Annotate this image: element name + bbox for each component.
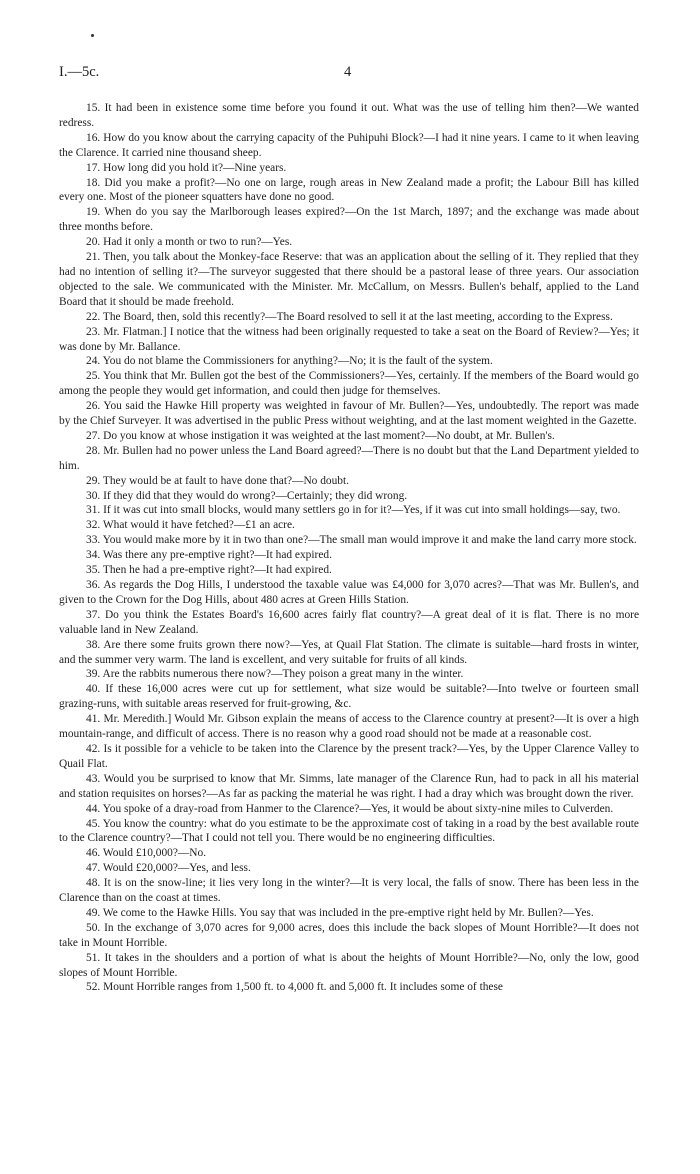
- paragraph-text: Mr. Flatman.] I notice that the witness had been originally requested to take a seat on the Board of Review?—Yes; it was done by Mr. Ballance.: [59, 325, 639, 353]
- qa-paragraph: [59, 101, 639, 131]
- paragraph-text: It had been in existence some time before you found it out. What was the use of telling him then?—We wanted redress.: [59, 102, 639, 129]
- paragraph-text: Do you know at whose instigation it was weighted at the last moment?—No doubt, at Mr. Bullen's.: [103, 429, 555, 442]
- qa-paragraph: [59, 325, 639, 355]
- paragraph-number: 46.: [86, 847, 101, 860]
- paragraph-number: 23.: [86, 325, 101, 338]
- paragraph-number: 28.: [86, 444, 101, 457]
- qa-paragraph: [59, 474, 639, 489]
- paragraph-number: 17.: [86, 161, 101, 174]
- paragraph-number: 36.: [86, 579, 101, 591]
- qa-paragraph: [59, 578, 639, 608]
- paragraph-number: 26.: [86, 400, 101, 413]
- qa-paragraph: [59, 951, 639, 981]
- qa-paragraph: [59, 861, 639, 876]
- qa-paragraph: [59, 503, 639, 518]
- paragraph-number: 32.: [86, 519, 101, 532]
- paragraph-text: Would £20,000?—Yes, and less.: [102, 862, 251, 875]
- paragraph-number: 30.: [86, 489, 101, 502]
- qa-paragraph: [59, 876, 639, 906]
- paragraph-text: How do you know about the carrying capacity of the Puhipuhi Block?—I had it nine years. I came to it when leaving the Clarence. It carried nine thousand sheep.: [59, 131, 639, 159]
- qa-paragraph: [59, 772, 639, 802]
- paragraph-number: 18.: [86, 176, 101, 189]
- paragraph-text: What would it have fetched?—£1 an acre.: [102, 519, 295, 532]
- page-number: 4: [344, 64, 352, 80]
- qa-paragraph: [59, 817, 639, 847]
- qa-paragraph: [59, 742, 639, 772]
- paragraph-text: We come to the Hawke Hills. You say that was included in the pre-emptive right held by Mr. Bullen?—Yes.: [102, 906, 594, 919]
- paragraph-text: When do you say the Marlborough leases expired?—On the 1st March, 1897; and the exchange was made about three months before.: [59, 206, 639, 234]
- paragraph-number: 34.: [86, 549, 101, 562]
- qa-paragraph: [59, 131, 639, 161]
- paragraph-number: 35.: [86, 564, 101, 577]
- paragraph-text: If they did that they would do wrong?—Certainly; they did wrong.: [103, 489, 408, 502]
- qa-paragraph: [59, 533, 639, 548]
- qa-paragraph: [59, 205, 639, 235]
- paragraph-text: Had it only a month or two to run?—Yes.: [103, 236, 293, 249]
- paragraph-text: You spoke of a dray-road from Hanmer to the Clarence?—Yes, it would be about sixty-nine miles to Culverden.: [102, 802, 614, 815]
- paragraph-number: 44.: [86, 802, 101, 815]
- paragraph-number: 48.: [86, 877, 101, 890]
- paragraph-text: Was there any pre-emptive right?—It had expired.: [102, 549, 332, 562]
- paragraph-text: You know the country: what do you estimate to be the approximate cost of taking in a road by the best available route to the Clarence country?—That I could not tell you. There would be no engineering difficulties.: [59, 817, 639, 845]
- qa-paragraph: [59, 310, 639, 325]
- qa-paragraph: [59, 250, 639, 310]
- qa-paragraph: [59, 489, 639, 504]
- paragraph-text: It takes in the shoulders and a portion of what is about the heights of Mount Horrible?—No, only the low, good slopes of Mount Horrible.: [59, 951, 639, 979]
- paragraph-text: If these 16,000 acres were cut up for settlement, what size would be suitable?—Into twelve or fourteen small grazing-runs, with suitable areas reserved for fruit-growing, &c.: [59, 683, 639, 711]
- paragraph-text: Then he had a pre-emptive right?—It had expired.: [102, 564, 332, 577]
- paragraph-text: As regards the Dog Hills, I understood the taxable value was £4,000 for 3,070 acres?—That was Mr. Bullen's, and given to the Crown for the Dog Hills, about 480 acres at Green Hills Station.: [59, 579, 639, 606]
- qa-paragraph: [59, 712, 639, 742]
- paragraph-text: You would make more by it in two than one?—The small man would improve it and make the land carry more stock.: [102, 534, 637, 547]
- paragraph-number: 50.: [86, 921, 101, 934]
- paragraph-number: 49.: [86, 906, 101, 919]
- paragraph-number: 52.: [86, 981, 101, 994]
- paragraph-text: Did you make a profit?—No one on large, rough areas in New Zealand made a profit; the Labour Bill has killed every one. Most of the pioneer squatters have done no good.: [59, 176, 639, 204]
- qa-paragraph: [59, 399, 639, 429]
- qa-paragraph: [59, 667, 639, 682]
- qa-paragraph: [59, 548, 639, 563]
- paragraph-number: 45.: [86, 817, 101, 830]
- paragraph-text: You think that Mr. Bullen got the best of the Commissioners?—Yes, certainly. If the members of the Board would go among the people they would get information, and could then judge for themselves.: [59, 370, 639, 398]
- qa-paragraph: [59, 608, 639, 638]
- qa-paragraph: [59, 682, 639, 712]
- paragraph-text: Do you think the Estates Board's 16,600 acres fairly flat country?—A great deal of it is flat. There is no more valuable land in New Zealand.: [59, 608, 639, 636]
- qa-paragraph: [59, 235, 639, 250]
- qa-paragraph: [59, 429, 639, 444]
- paragraph-number: 25.: [86, 370, 101, 383]
- qa-paragraph: [59, 161, 639, 176]
- paragraph-text: How long did you hold it?—Nine years.: [103, 161, 287, 174]
- paragraph-number: 41.: [86, 713, 101, 726]
- paragraph-text: Mount Horrible ranges from 1,500 ft. to 4,000 ft. and 5,000 ft. It includes some of these: [103, 981, 503, 994]
- paragraph-text: You said the Hawke Hill property was weighted in favour of Mr. Bullen?—Yes, undoubtedly. The report was made by the Chief Surveyer. It was advertised in the public Press without weighting, and at the last moment weighted in the Gazette.: [59, 400, 639, 428]
- paragraph-number: 22.: [86, 310, 101, 323]
- paragraph-number: 42.: [86, 742, 101, 755]
- qa-paragraph: [59, 444, 639, 474]
- paragraph-number: 51.: [86, 951, 101, 964]
- paragraph-text: Would £10,000?—No.: [102, 847, 207, 860]
- paragraph-number: 47.: [86, 862, 101, 875]
- qa-paragraph: [59, 846, 639, 861]
- paragraph-number: 16.: [86, 131, 101, 144]
- paragraph-number: 29.: [86, 474, 101, 487]
- paragraph-number: 15.: [86, 102, 101, 114]
- paragraph-text: The Board, then, sold this recently?—The Board resolved to sell it at the last meeting, according to the Express.: [102, 310, 613, 323]
- paragraph-number: 21.: [86, 251, 101, 264]
- qa-paragraph: [59, 518, 639, 533]
- paragraph-number: 37.: [86, 608, 101, 621]
- paragraph-text: They would be at fault to have done that?—No doubt.: [102, 474, 350, 487]
- print-speck: [91, 34, 94, 37]
- qa-paragraph: [59, 354, 639, 369]
- paragraph-text: It is on the snow-line; it lies very long in the winter?—It is very local, the falls of snow. There has been less in the Clarence than on the coast at times.: [59, 877, 639, 905]
- qa-paragraph: [59, 921, 639, 951]
- paragraph-number: 24.: [86, 355, 101, 368]
- qa-paragraph: [59, 369, 639, 399]
- qa-paragraph: [59, 906, 639, 921]
- qa-paragraph: [59, 980, 639, 995]
- qa-paragraph: [59, 563, 639, 578]
- paragraph-text: Would you be surprised to know that Mr. Simms, late manager of the Clarence Run, had to pack in all his material and station requisites on horses?—As far as packing the material he was right. I had a dray which was brought down the river.: [59, 772, 639, 800]
- document-body: [59, 101, 639, 995]
- paragraph-text: Then, you talk about the Monkey-face Reserve: that was an application about the selling of it. They replied that they had no intention of selling it?—The surveyor suggested that there should be a pastoral lease of three years. Our association objected to the sale. We communicated with the Minister. Mr. McCallum, on Messrs. Bullen's behalf, applied to the Land Board that it should be made freehold.: [59, 251, 639, 308]
- document-reference: I.—5c.: [59, 64, 100, 80]
- paragraph-number: 43.: [86, 772, 101, 785]
- paragraph-number: 20.: [86, 236, 101, 249]
- paragraph-number: 33.: [86, 534, 101, 547]
- paragraph-text: Mr. Meredith.] Would Mr. Gibson explain the means of access to the Clarence country at present?—It is over a high mountain-range, and difficult of access. There is no reason why a good road should not be made at a reasonable cost.: [59, 713, 639, 741]
- qa-paragraph: [59, 638, 639, 668]
- qa-paragraph: [59, 176, 639, 206]
- paragraph-text: You do not blame the Commissioners for anything?—No; it is the fault of the system.: [102, 355, 493, 368]
- paragraph-number: 27.: [86, 429, 101, 442]
- paragraph-number: 40.: [86, 683, 101, 696]
- paragraph-text: Are there some fruits grown there now?—Yes, at Quail Flat Station. The climate is suitable—hard frosts in winter, and the summer very warm. The land is excellent, and very suitable for fruits of all kinds.: [59, 638, 640, 666]
- paragraph-text: Mr. Bullen had no power unless the Land Board agreed?—There is no doubt but that the Land Department yielded to him.: [59, 444, 639, 472]
- paragraph-number: 38.: [86, 638, 101, 651]
- paragraph-number: 19.: [86, 206, 101, 219]
- paragraph-text: Are the rabbits numerous there now?—They poison a great many in the winter.: [102, 668, 464, 681]
- qa-paragraph: [59, 802, 639, 817]
- paragraph-text: If it was cut into small blocks, would many settlers go in for it?—Yes, if it was cut into small holdings—say, two.: [103, 504, 621, 517]
- paragraph-text: In the exchange of 3,070 acres for 9,000 acres, does this include the back slopes of Mount Horrible?—It does not take in Mount Horrible.: [59, 921, 639, 949]
- paragraph-text: Is it possible for a vehicle to be taken into the Clarence by the present track?—Yes, by the Upper Clarence Valley to Quail Flat.: [59, 742, 639, 770]
- paragraph-number: 31.: [86, 504, 101, 517]
- paragraph-number: 39.: [86, 668, 101, 681]
